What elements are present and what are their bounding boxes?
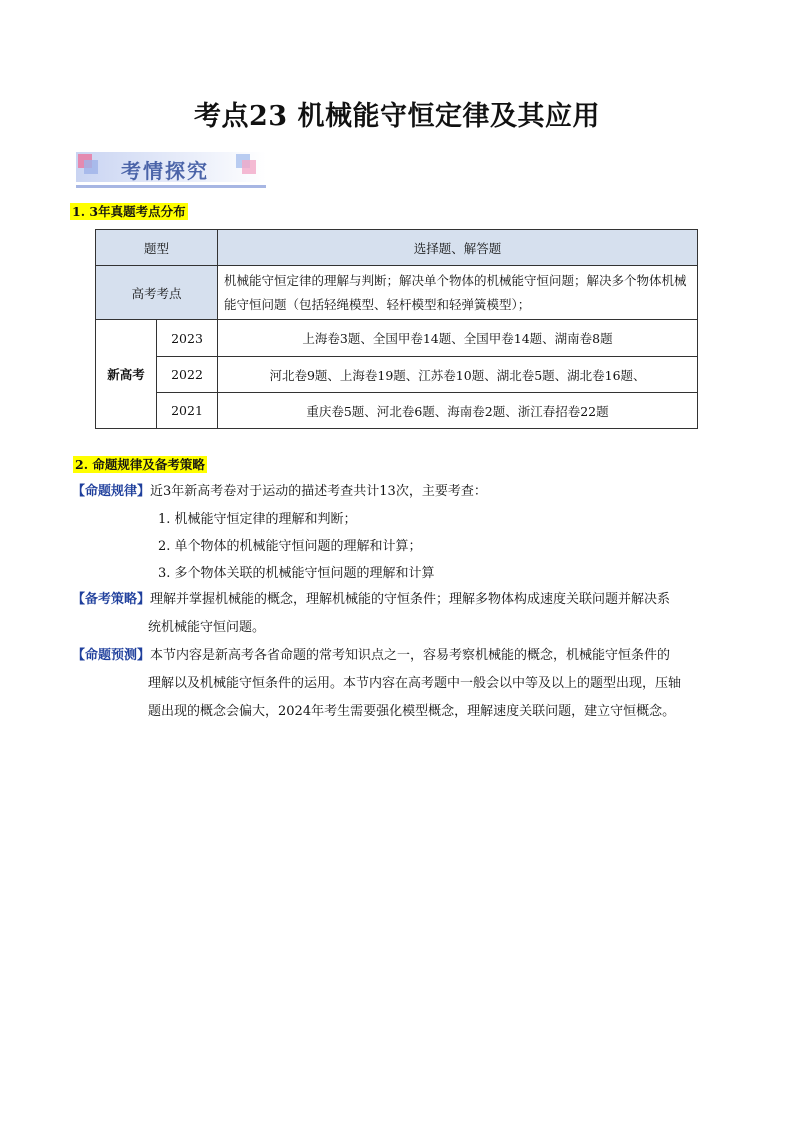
table-papers: 河北卷9题、上海卷19题、江苏卷10题、湖北卷5题、湖北卷16题、 bbox=[218, 357, 698, 393]
table-year: 2022 bbox=[157, 357, 218, 393]
table-row bbox=[96, 357, 698, 393]
table-row bbox=[96, 266, 698, 320]
rule-label: 【命题规律】 bbox=[72, 484, 151, 499]
table-group-label: 新高考 bbox=[96, 320, 157, 429]
table-papers: 上海卷3题、全国甲卷14题、全国甲卷14题、湖南卷8题 bbox=[218, 320, 698, 357]
list-item: 2. 单个物体的机械能守恒问题的理解和计算； bbox=[158, 539, 422, 554]
rule-text: 近3年新高考卷对于运动的描述考查共计13次，主要考查： bbox=[150, 484, 487, 499]
prediction-line1 bbox=[72, 642, 670, 670]
list-item: 3. 多个物体关联的机械能守恒问题的理解和计算 bbox=[158, 566, 435, 581]
prediction-text: 本节内容是新高考各省命题的常考知识点之一，容易考察机械能的概念，机械能守恒条件的 bbox=[150, 648, 671, 663]
page-title: 考点23 机械能守恒定律及其应用 bbox=[194, 101, 600, 132]
table-label-exam-points: 高考考点 bbox=[96, 266, 218, 320]
strategy-line2: 统机械能守恒问题。 bbox=[148, 620, 266, 635]
strategy-text: 理解并掌握机械能的概念，理解机械能的守恒条件；理解多物体构成速度关联问题并解决系 bbox=[150, 592, 671, 607]
rule-paragraph bbox=[72, 478, 487, 506]
table-year: 2023 bbox=[157, 320, 218, 357]
table-row bbox=[96, 393, 698, 429]
list-item: 1. 机械能守恒定律的理解和判断； bbox=[158, 512, 357, 527]
section-heading-distribution: 1. 3年真题考点分布 bbox=[72, 204, 186, 219]
section-heading-strategy: 2. 命题规律及备考策略 bbox=[75, 457, 205, 472]
prediction-line3: 题出现的概念会偏大，2024年考生需要强化模型概念，理解速度关联问题，建立守恒概念。 bbox=[148, 704, 676, 719]
table-papers: 重庆卷5题、河北卷6题、海南卷2题、浙江春招卷22题 bbox=[218, 393, 698, 429]
table-row bbox=[96, 320, 698, 357]
table-value-question-type: 选择题、解答题 bbox=[218, 230, 698, 266]
strategy-line1 bbox=[72, 586, 670, 614]
prediction-line2: 理解以及机械能守恒条件的运用。本节内容在高考题中一般会以中等及以上的题型出现，压轴 bbox=[148, 676, 682, 691]
strategy-label: 【备考策略】 bbox=[72, 592, 151, 607]
banner-title: 考情探究 bbox=[121, 159, 209, 183]
prediction-label: 【命题预测】 bbox=[72, 648, 151, 663]
exam-distribution-table bbox=[95, 229, 698, 429]
table-label-question-type: 题型 bbox=[96, 230, 218, 266]
table-row bbox=[96, 230, 698, 266]
table-year: 2021 bbox=[157, 393, 218, 429]
table-value-exam-points: 机械能守恒定律的理解与判断；解决单个物体的机械能守恒问题；解决多个物体机械能守恒问题（包括轻绳模型、轻杆模型和轻弹簧模型）； bbox=[218, 266, 698, 320]
